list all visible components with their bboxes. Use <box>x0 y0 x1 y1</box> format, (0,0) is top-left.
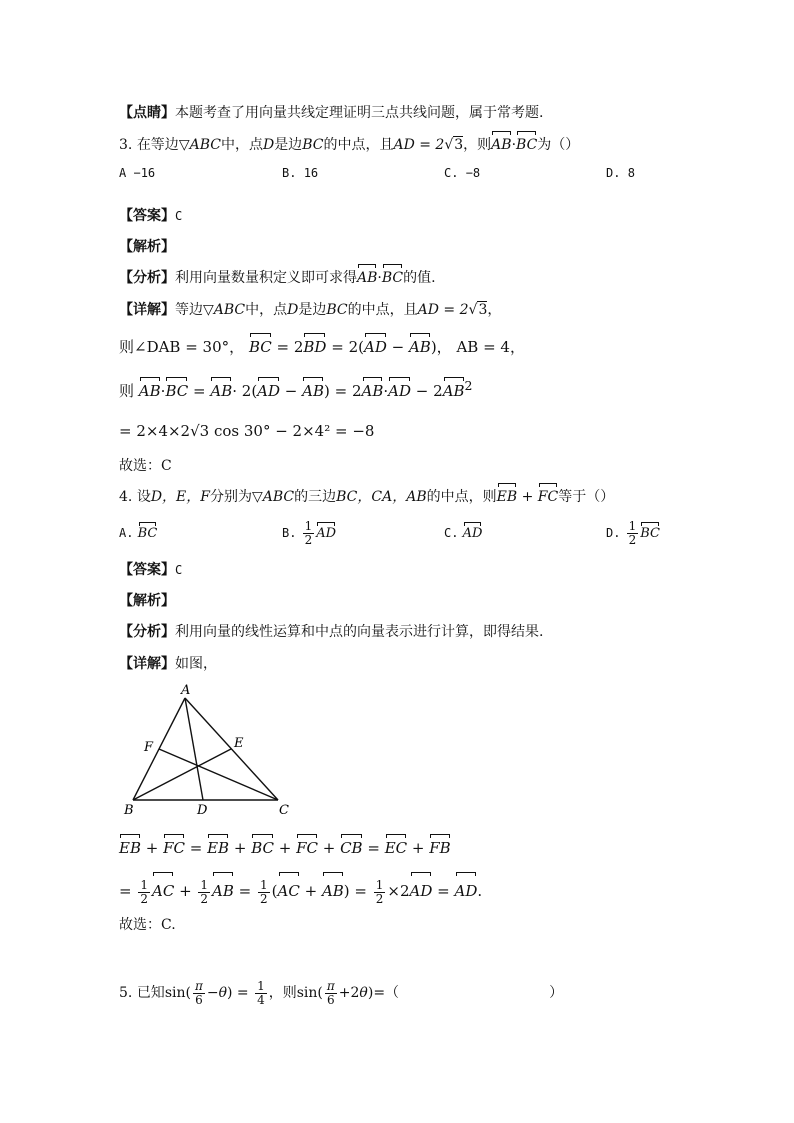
q4-stem-a: 设 <box>136 489 151 505</box>
q4-analysis-text: 利用向量的线性运算和中点的向量表示进行计算，即得结果. <box>175 624 544 640</box>
q4-step1-bc: BC <box>251 839 274 857</box>
q5-number: 5. <box>119 985 133 1001</box>
remark-line <box>119 103 543 123</box>
q4-number: 4. <box>119 489 133 505</box>
q3-step1-vec-bd: BD <box>303 338 327 356</box>
q4-option-b-vec: AD <box>316 526 337 541</box>
q3-detail-d2: 的中点，且 <box>347 302 418 318</box>
q3-vec-bc: BC <box>516 137 538 153</box>
label-c: C <box>279 803 289 818</box>
q3-step2-d: = 2 <box>334 382 362 400</box>
q4-jiexi: 【解析】 <box>119 593 175 609</box>
q4-stem-d: 的中点，则 <box>426 489 497 505</box>
q3-answer-tag: 【答案】 <box>119 208 175 224</box>
q3-step2-vec-ab: AB <box>138 382 161 400</box>
q4-option-c[interactable] <box>444 526 482 541</box>
q3-option-a[interactable] <box>119 166 155 180</box>
q3-detail-tri: ▽ABC <box>203 302 246 318</box>
q4-stem-c: 的三边 <box>294 489 337 505</box>
q3-step1-vec-bc: BC <box>248 338 272 356</box>
q5-stem: 5. 已知sin( $\frac{\pi}{6}$ −θ) = $\frac{1}{4}$ ，则sin( $\frac{\pi}{6}$ +2θ)=（ ） <box>119 978 564 1007</box>
q4-vec-eb: EB <box>496 489 518 505</box>
q3-option-b-label: B. <box>282 166 297 180</box>
q3-analysis-b: 的值. <box>403 270 436 286</box>
q3-ad-eq: AD = 2 <box>393 137 445 153</box>
q5-stem-b: ，则 <box>268 985 297 1001</box>
q3-detail-a: 等边 <box>175 302 203 318</box>
q3-analysis-a: 利用向量数量积定义即可求得 <box>175 270 357 286</box>
q4-option-d[interactable] <box>606 520 660 547</box>
q3-options <box>119 166 679 190</box>
q4-step2-frac2: $\frac{1}{2}$ <box>200 877 209 906</box>
q4-option-c-vec: AD <box>462 526 483 541</box>
q4-step2-ac: AC <box>152 876 174 906</box>
q3-detail-ad: AD = 2 <box>417 302 469 318</box>
q4-triangle: ▽ABC <box>251 489 295 505</box>
q3-step2-vec-ab3: AB <box>302 382 324 400</box>
q3-analysis-tag: 【分析】 <box>119 270 175 286</box>
q3-step1: 则∠DAB = 30°， BC = 2BD = 2(AD − AB)， AB = 4， <box>119 338 525 356</box>
q4-vec-fc: FC <box>537 489 559 505</box>
q3-option-c-text: −8 <box>465 166 481 180</box>
q3-step1-vec-ad: AD <box>363 338 387 356</box>
q4-detail <box>119 654 217 674</box>
q4-option-d-frac: $\frac{1}{2}$ <box>628 519 637 547</box>
q4-step2-ad2: AD <box>455 876 478 906</box>
q3-triangle: ▽ABC <box>178 137 221 153</box>
q4-analysis <box>119 622 543 642</box>
q3-dot: · <box>511 137 517 153</box>
q4-analysis-tag: 【分析】 <box>119 624 175 640</box>
q3-option-c[interactable] <box>444 166 480 180</box>
q4-option-b[interactable] <box>282 520 336 547</box>
q3-detail-b: 中，点 <box>245 302 288 318</box>
q3-answer-value: C <box>175 209 183 223</box>
q3-step2-a: 则 <box>119 382 135 400</box>
q3-step2-vec-ad2: AD <box>388 382 412 400</box>
q3-step2-e: − 2 <box>415 382 443 400</box>
q3-stem-e: ，则 <box>463 137 492 153</box>
q3-step1-vec-ab: AB <box>408 338 431 356</box>
q4-step1-ec: EC <box>384 839 408 857</box>
q3-stem: 3. 在等边▽ABC中，点D是边BC的中点，且AD = 2√3，则AB·BC为（） <box>119 137 580 153</box>
q3-stem-a: 在等边 <box>136 137 179 153</box>
q3-step2-vec-ab5: AB <box>442 382 465 400</box>
q3-step1-c: = 2 <box>331 338 359 356</box>
q3-detail-sqrt3: 3 <box>478 302 488 318</box>
q3-choose: 故选：C <box>119 458 172 474</box>
q4-option-b-frac: $\frac{1}{2}$ <box>304 519 313 547</box>
q4-option-b-label: B. <box>282 526 297 540</box>
q3-step2-b: = <box>193 382 206 400</box>
q4-step1-cb: CB <box>340 839 363 857</box>
q4-choose: 故选：C. <box>119 917 176 933</box>
q3-vec-ab: AB <box>491 137 512 153</box>
q4-option-a-vec: BC <box>137 526 158 541</box>
q4-points: D，E，F <box>150 489 210 505</box>
remark-text: 本题考查了用向量共线定理证明三点共线问题，属于常考题. <box>175 105 544 121</box>
q4-detail-text: 如图， <box>175 656 217 672</box>
q3-number: 3. <box>119 137 133 153</box>
q4-stem-b: 分别为 <box>209 489 252 505</box>
q4-step1: EB + FC = EB + BC + FC + CB = EC + FB <box>119 839 451 857</box>
label-e: E <box>234 736 244 751</box>
q3-analysis-vec-ab: AB <box>357 270 378 286</box>
q4-stem: 4. 设D，E，F分别为▽ABC的三边BC，CA，AB的中点，则EB + FC等于（） <box>119 489 615 505</box>
q3-stem-c: 是边 <box>274 137 303 153</box>
q3-option-d-text: 8 <box>627 166 635 180</box>
q4-step2-frac3: $\frac{1}{2}$ <box>260 877 268 906</box>
q3-detail: 【详解】等边▽ABC中，点D是边BC的中点，且AD = 2√3， <box>119 302 502 318</box>
q4-step1-fc2: FC <box>296 839 318 857</box>
q3-step1-a: 则∠DAB = 30°， <box>119 338 245 356</box>
q4-option-a[interactable] <box>119 526 157 541</box>
q4-sides: BC，CA，AB <box>336 489 427 505</box>
q4-option-d-vec: BC <box>640 526 660 541</box>
q4-step2-frac1: $\frac{1}{2}$ <box>140 877 148 906</box>
median-cf <box>159 749 278 800</box>
median-be <box>133 749 231 800</box>
q3-stem-f: 为（） <box>537 137 580 153</box>
q4-step2: = $\frac{1}{2}$ AC + $\frac{1}{2}$ AB = $\frac{1}{2}$ (AC + AB) = $\frac{1}{2}$ ×2AD = AD. <box>119 877 483 906</box>
q3-option-c-label: C. <box>444 166 459 180</box>
q3-option-b[interactable] <box>282 166 318 180</box>
q3-step1-b: = 2 <box>276 338 304 356</box>
q3-stem-b: 中，点 <box>220 137 263 153</box>
q4-step1-fc: FC <box>163 839 185 857</box>
q4-step1-eb: EB <box>119 839 141 857</box>
q5-frac-pi6b: $\frac{\pi}{6}$ <box>326 978 335 1007</box>
q3-detail-d: D <box>287 302 299 318</box>
q3-sqrt3: 3 <box>454 137 464 153</box>
side-ac <box>185 698 278 800</box>
q4-step2-frac4: $\frac{1}{2}$ <box>375 877 384 906</box>
q5-frac-quarter: $\frac{1}{4}$ <box>257 978 265 1007</box>
remark-tag: 【点睛】 <box>119 105 175 121</box>
label-f: F <box>144 740 154 755</box>
q3-option-a-text: −16 <box>133 166 156 180</box>
q4-options <box>119 520 679 554</box>
q4-option-d-label: D. <box>606 526 621 540</box>
q4-step2-ab: AB <box>212 876 234 906</box>
q3-stem-d: 的中点，且 <box>323 137 394 153</box>
q4-option-a-label: A. <box>119 526 134 540</box>
label-b: B <box>124 803 134 818</box>
q4-detail-tag: 【详解】 <box>119 656 175 672</box>
q5-stem-d: ） <box>549 985 564 1001</box>
q4-step2-ab2: AB <box>322 876 344 906</box>
q3-step2-vec-ab2: AB <box>210 382 233 400</box>
q3-step2-c: · 2 <box>232 382 252 400</box>
q3-jiexi: 【解析】 <box>119 239 175 255</box>
q5-stem-c: =（ <box>373 985 400 1001</box>
q3-detail-bc: BC <box>326 302 348 318</box>
q3-step2-vec-ab4: AB <box>361 382 384 400</box>
q4-step1-fb: FB <box>429 839 451 857</box>
q3-option-d[interactable] <box>606 166 635 180</box>
q3-option-b-text: 16 <box>303 166 319 180</box>
q4-answer-value: C <box>175 563 183 577</box>
q3-step3: = 2×4×2√3 cos 30° − 2×4² = −8 <box>119 422 375 440</box>
q3-detail-c: 是边 <box>298 302 327 318</box>
q3-step2: 则 $AB\cdot BC = AB\cdot 2(AD - AB) = 2AB\cdot AD - 2AB^2$ <box>119 378 473 400</box>
q3-step2-vec-bc: BC <box>165 382 189 400</box>
median-ad <box>185 698 203 800</box>
q3-analysis-vec-bc: BC <box>381 270 404 286</box>
triangle-figure <box>118 680 298 820</box>
q3-answer <box>119 206 182 226</box>
q4-answer <box>119 560 182 580</box>
q3-option-a-label: A <box>119 166 127 180</box>
label-a: A <box>181 683 191 698</box>
q3-step2-vec-ad: AD <box>257 382 281 400</box>
q5-frac-pi6: $\frac{\pi}{6}$ <box>194 978 203 1007</box>
q4-step2-ad: AD <box>410 876 433 906</box>
q4-step2-ac2: AC <box>278 876 300 906</box>
q3-option-d-label: D. <box>606 166 621 180</box>
q3-point-d: D <box>262 137 275 153</box>
q4-option-c-label: C. <box>444 526 459 540</box>
q3-side-bc: BC <box>302 137 324 153</box>
q5-stem-a: 已知 <box>136 985 165 1001</box>
label-d: D <box>197 803 208 818</box>
q4-step1-eb2: EB <box>207 839 230 857</box>
q3-analysis <box>119 268 436 288</box>
q3-analysis-dot: · <box>377 270 382 286</box>
q3-step1-d: ， AB = 4， <box>436 338 525 356</box>
q4-stem-e: 等于（） <box>558 489 615 505</box>
q4-answer-tag: 【答案】 <box>119 562 175 578</box>
q3-detail-tag: 【详解】 <box>119 302 175 318</box>
